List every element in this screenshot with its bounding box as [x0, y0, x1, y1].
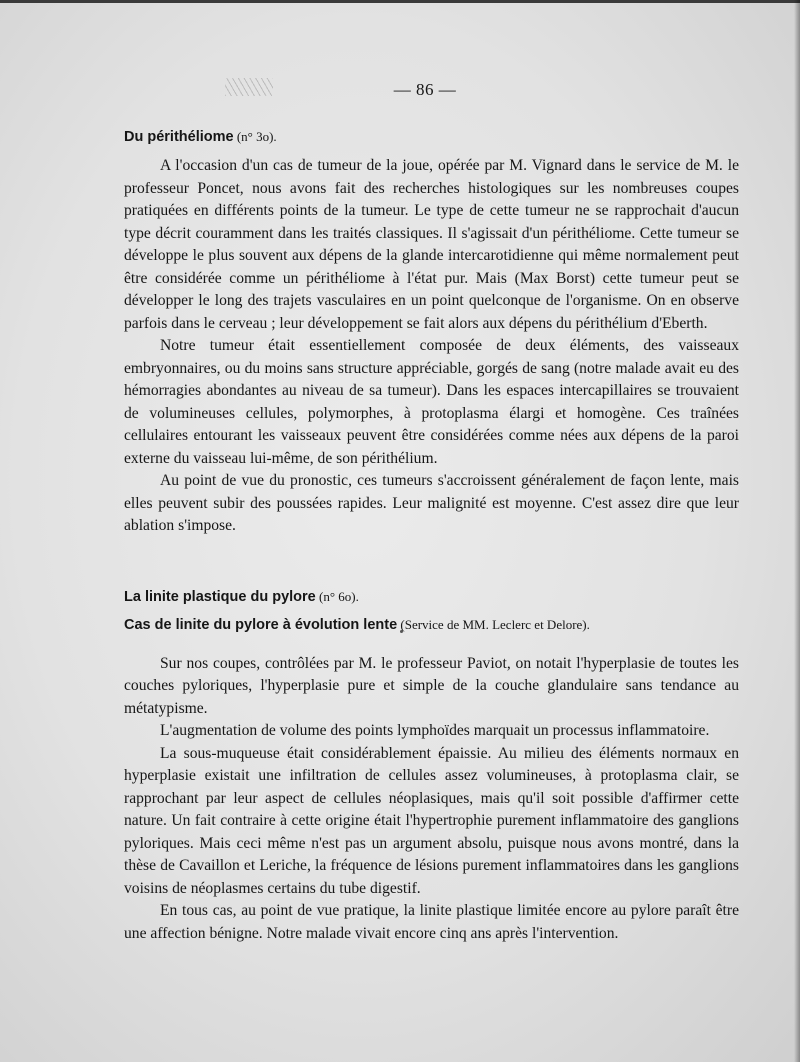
page-right-edge	[794, 0, 800, 1062]
page-top-edge	[0, 0, 800, 3]
section-heading-perithelioma	[124, 126, 739, 148]
case-subheading	[124, 614, 739, 636]
section-heading-linite	[124, 586, 739, 608]
case-ref: (Service de MM. Leclerc et Delore).	[397, 616, 590, 632]
section-title: La linite plastique du pylore	[124, 588, 316, 605]
section-ref: (n° 6o).	[315, 588, 359, 604]
paragraph: Sur nos coupes, contrôlées par M. le professeur Paviot, on notait l'hyperplasie de toutes les couches pyloriques, l'hyperplasie pure et simple de la couche glandulaire sans tendance au métatypisme.	[124, 654, 739, 717]
page-body	[124, 126, 739, 945]
case-title: Cas de linite du pylore à évolution lente	[124, 616, 398, 633]
paragraph: A l'occasion d'un cas de tumeur de la joue, opérée par M. Vignard dans le service de M. le professeur Poncet, nous avons fait des recherches histologiques sur les nombreuses coupes pratiquées en différents points de la tumeur. Le type de cette tumeur ne se rapprochait d'aucun type décrit couramment dans les traités classiques. Il s'agissait d'un périthéliome. Cette tumeur se développe le plus souvent aux dépens de la glande intercarotidienne qui même normalement peut être considérée comme un périthéliome à l'état pur. Mais (Max Borst) cette tumeur peut se développer le long des trajets vasculaires en un point quelconque de l'organisme. On en observe parfois dans le cerveau ; leur développement se fait alors aux dépens du périthélium d'Eberth.	[124, 157, 739, 332]
paragraph: Notre tumeur était essentiellement composée de deux éléments, des vaisseaux embryonnaires, ou du moins sans structure appréciable, gorgés de sang (notre malade avait eu des hémorragies abondantes au niveau de sa tumeur). Dans les espaces intercapillaires se trouvaient de volumineuses cellules, polymorphes, à protoplasma élargi et homogène. Ces traînées cellulaires entourant les vaisseaux peuvent être considérées comme nées aux dépens de la paroi externe du vaisseau lui-même, de son périthélium.	[124, 337, 739, 467]
paragraph: Au point de vue du pronostic, ces tumeurs s'accroissent généralement de façon lente, mais elles peuvent subir des poussées rapides. Leur malignité est moyenne. C'est assez dire que leur ablation s'impose.	[124, 472, 739, 534]
section-ref: (n° 3o).	[233, 129, 277, 144]
section-title: Du périthéliome	[124, 129, 234, 145]
paragraph: L'augmentation de volume des points lymphoïdes marquait un processus inflammatoire.	[160, 722, 710, 739]
paragraph: En tous cas, au point de vue pratique, la linite plastique limitée encore au pylore paraît être une affection bénigne. Notre malade vivait encore cinq ans après l'intervention.	[124, 902, 739, 942]
paragraph: La sous-muqueuse était considérablement épaissie. Au milieu des éléments normaux en hyperplasie existait une infiltration de cellules assez volumineuses, à protoplasma clair, se rapprochant par leur aspect de cellules néoplasiques, mais qu'il soit possible d'affirmer cette nature. Un fait contraire à cette origine était l'hypertrophie purement inflammatoire des ganglions pyloriques. Mais ceci même n'est pas un argument absolu, puisque nous avons montré, dans la thèse de Cavaillon et Leriche, la fréquence de lésions purement inflammatoires dans les ganglions voisins de néoplasmes certains du tube digestif.	[124, 744, 739, 897]
page-number: — 86 —	[393, 80, 457, 99]
